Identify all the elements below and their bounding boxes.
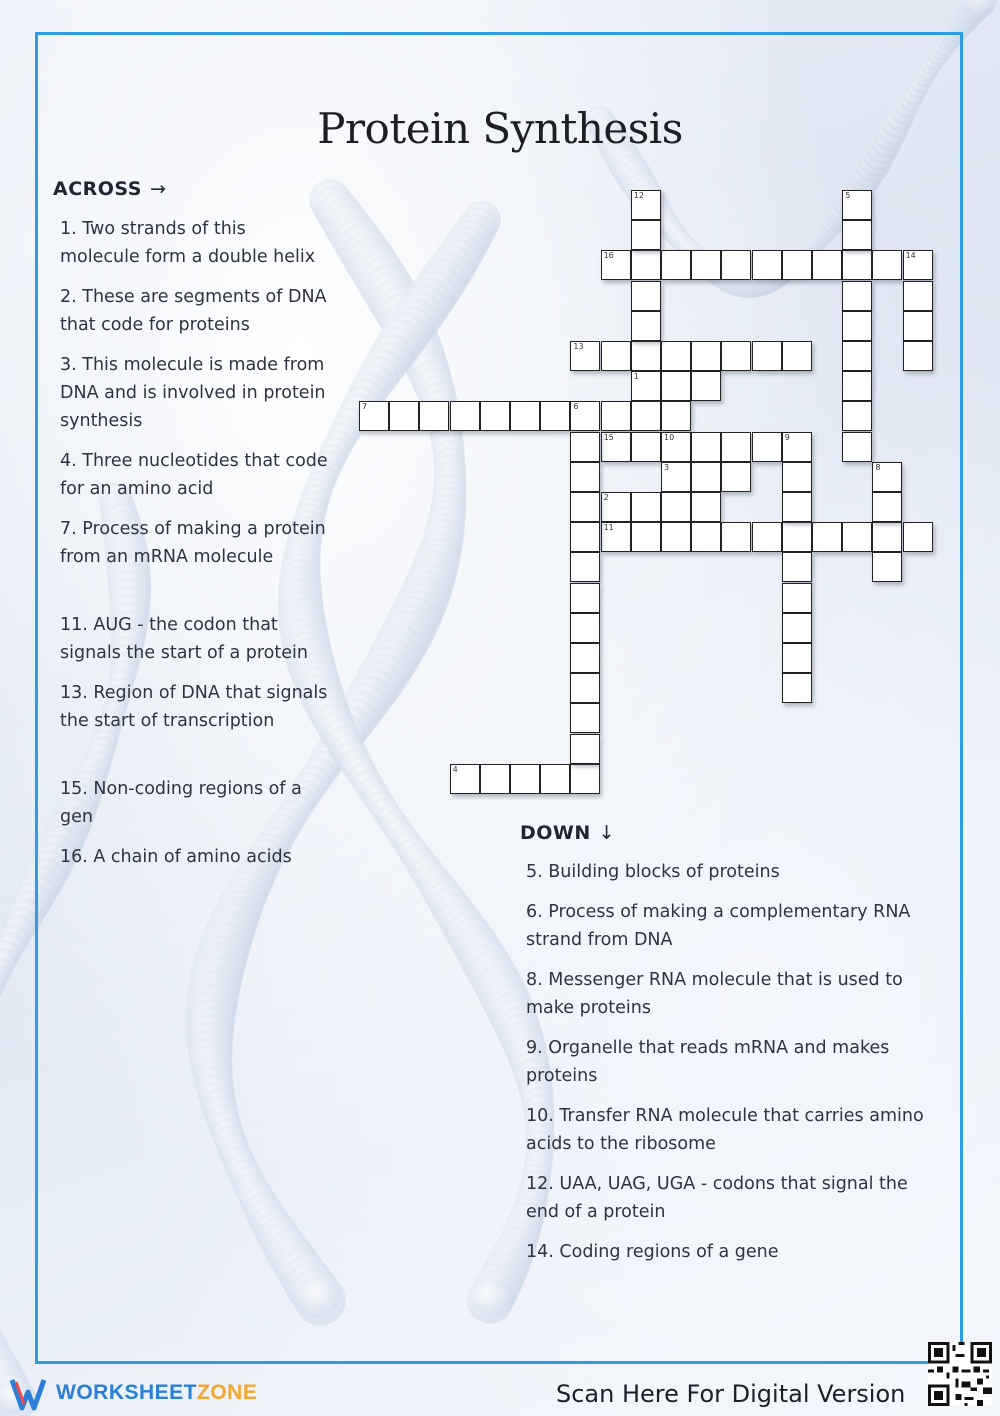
clue-number: 3	[664, 462, 670, 472]
crossword-cell[interactable]	[782, 522, 812, 552]
crossword-cell[interactable]	[661, 462, 691, 492]
crossword-cell[interactable]	[631, 401, 661, 431]
crossword-cell[interactable]	[570, 643, 600, 673]
arrow-down-icon: ↓	[598, 822, 616, 844]
crossword-cell[interactable]	[842, 281, 872, 311]
clue-number: 14	[905, 251, 916, 261]
clue-number: 8	[875, 462, 881, 472]
crossword-cell[interactable]	[721, 522, 751, 552]
crossword-cell[interactable]	[570, 492, 600, 522]
crossword-cell[interactable]	[842, 341, 872, 371]
crossword-cell[interactable]	[540, 764, 570, 794]
crossword-cell[interactable]	[842, 220, 872, 250]
down-clue: 8. Messenger RNA molecule that is used to make proteins	[526, 970, 903, 1018]
down-clue: 12. UAA, UAG, UGA - codons that signal the end of a protein	[526, 1174, 908, 1222]
across-clue: 7. Process of making a protein from an mRNA molecule	[60, 519, 326, 567]
crossword-cell[interactable]	[510, 401, 540, 431]
crossword-cell[interactable]	[752, 522, 782, 552]
crossword-cell[interactable]	[872, 552, 902, 582]
across-clue: 13. Region of DNA that signals the start of transcription	[60, 683, 328, 731]
crossword-cell[interactable]	[631, 341, 661, 371]
crossword-cell[interactable]	[480, 764, 510, 794]
crossword-cell[interactable]	[903, 522, 933, 552]
crossword-cell[interactable]	[691, 371, 721, 401]
crossword-cell[interactable]	[691, 522, 721, 552]
crossword-cell[interactable]	[661, 492, 691, 522]
crossword-cell[interactable]	[661, 250, 691, 280]
clue-number: 13	[573, 342, 584, 351]
down-clue: 14. Coding regions of a gene	[526, 1242, 779, 1262]
across-heading: ACROSS →	[53, 178, 167, 200]
crossword-cell[interactable]	[570, 401, 600, 431]
crossword-cell[interactable]	[631, 250, 661, 280]
crossword-cell[interactable]	[842, 311, 872, 341]
down-clue: 5. Building blocks of proteins	[526, 862, 780, 882]
crossword-cell[interactable]	[631, 522, 661, 552]
crossword-cell[interactable]	[450, 764, 480, 794]
across-clue: 3. This molecule is made from DNA and is involved in protein synthesis	[60, 355, 326, 431]
across-clue: 15. Non-coding regions of a gen	[60, 779, 302, 827]
crossword-cell[interactable]	[752, 341, 782, 371]
clue-number: 7	[362, 402, 368, 412]
crossword-cell[interactable]	[691, 492, 721, 522]
crossword-cell[interactable]	[419, 401, 449, 431]
crossword-cell[interactable]	[691, 432, 721, 462]
crossword-cell[interactable]	[540, 401, 570, 431]
crossword-cell[interactable]	[570, 552, 600, 582]
crossword-cell[interactable]	[570, 341, 600, 371]
crossword-cell[interactable]	[570, 522, 600, 552]
crossword-cell[interactable]	[721, 341, 751, 371]
across-clue: 16. A chain of amino acids	[60, 847, 292, 867]
crossword-cell[interactable]	[721, 432, 751, 462]
crossword-cell[interactable]	[842, 401, 872, 431]
crossword-cell[interactable]	[903, 250, 933, 280]
clue-number: 4	[452, 764, 458, 774]
crossword-cell[interactable]	[782, 462, 812, 492]
clue-number: 9	[784, 432, 790, 442]
crossword-cell[interactable]	[661, 432, 691, 462]
crossword-cell[interactable]	[842, 432, 872, 462]
crossword-cell[interactable]	[480, 401, 510, 431]
clue-number: 11	[603, 523, 614, 533]
crossword-cell[interactable]	[661, 401, 691, 431]
down-clue: 9. Organelle that reads mRNA and makes proteins	[526, 1038, 890, 1086]
crossword-cell[interactable]	[691, 462, 721, 492]
worksheetzone-logo-icon	[10, 1376, 52, 1412]
page-title: Protein Synthesis	[317, 104, 683, 153]
down-clue: 10. Transfer RNA molecule that carries amino acids to the ribosome	[526, 1106, 924, 1154]
across-clue: 1. Two strands of this molecule form a double helix	[60, 219, 316, 267]
crossword-cell[interactable]	[631, 311, 661, 341]
crossword-cell[interactable]	[842, 522, 872, 552]
crossword-cell[interactable]	[782, 552, 812, 582]
crossword-cell[interactable]	[631, 281, 661, 311]
crossword-cell[interactable]	[601, 250, 631, 280]
clue-number: 10	[664, 432, 675, 442]
crossword-cell[interactable]	[570, 673, 600, 703]
crossword-cell[interactable]	[631, 190, 661, 220]
crossword-cell[interactable]	[570, 462, 600, 492]
crossword-cell[interactable]	[661, 371, 691, 401]
brand-name: WORKSHEETZONE	[56, 1381, 258, 1404]
crossword-cell[interactable]	[601, 341, 631, 371]
qr-code-icon[interactable]	[928, 1342, 992, 1406]
clue-number: 15	[603, 432, 614, 442]
crossword-cell[interactable]	[782, 673, 812, 703]
crossword-cell[interactable]	[842, 371, 872, 401]
crossword-cell[interactable]	[872, 522, 902, 552]
crossword-cell[interactable]	[601, 492, 631, 522]
scan-instruction: Scan Here For Digital Version	[556, 1380, 906, 1408]
crossword-cell[interactable]	[631, 220, 661, 250]
crossword-cell[interactable]	[812, 250, 842, 280]
clue-number: 1	[633, 372, 639, 382]
crossword-cell[interactable]	[721, 462, 751, 492]
crossword-cell[interactable]	[570, 583, 600, 613]
down-heading: DOWN ↓	[520, 822, 616, 844]
crossword-cell[interactable]	[872, 250, 902, 280]
clue-number: 6	[573, 402, 579, 412]
crossword-cell[interactable]	[842, 250, 872, 280]
crossword-cell[interactable]	[782, 643, 812, 673]
crossword-cell[interactable]	[570, 703, 600, 733]
crossword-cell[interactable]	[510, 764, 540, 794]
crossword-cell[interactable]	[782, 613, 812, 643]
clue-number: 12	[633, 191, 644, 200]
clue-number: 5	[845, 191, 851, 200]
crossword-cell[interactable]	[721, 250, 751, 280]
crossword-cell[interactable]	[903, 341, 933, 371]
crossword-cell[interactable]	[903, 311, 933, 341]
crossword-cell[interactable]	[782, 432, 812, 462]
crossword-cell[interactable]	[631, 492, 661, 522]
down-clue: 6. Process of making a complementary RNA strand from DNA	[526, 902, 911, 950]
crossword-cell[interactable]	[752, 432, 782, 462]
crossword-cell[interactable]	[903, 281, 933, 311]
crossword-cell[interactable]	[782, 492, 812, 522]
crossword-cell[interactable]	[691, 250, 721, 280]
crossword-cell[interactable]	[601, 522, 631, 552]
crossword-cell[interactable]	[782, 583, 812, 613]
crossword-cell[interactable]	[570, 764, 600, 794]
crossword-cell[interactable]	[842, 190, 872, 220]
crossword-cell[interactable]	[782, 250, 812, 280]
crossword-cell[interactable]	[661, 522, 691, 552]
crossword-cell[interactable]	[872, 462, 902, 492]
clue-number: 16	[603, 251, 614, 261]
crossword-cell[interactable]	[812, 522, 842, 552]
clue-number: 2	[603, 493, 609, 502]
crossword-cell[interactable]	[631, 432, 661, 462]
crossword-cell[interactable]	[570, 432, 600, 462]
crossword-cell[interactable]	[359, 401, 389, 431]
crossword-cell[interactable]	[661, 341, 691, 371]
crossword-cell[interactable]	[570, 613, 600, 643]
crossword-cell[interactable]	[691, 341, 721, 371]
across-clue: 11. AUG - the codon that signals the start of a protein	[60, 615, 308, 663]
crossword-cell[interactable]	[872, 492, 902, 522]
arrow-right-icon: →	[149, 178, 167, 200]
crossword-cell[interactable]	[752, 250, 782, 280]
crossword-cell[interactable]	[570, 734, 600, 764]
crossword-cell[interactable]	[782, 341, 812, 371]
crossword-cell[interactable]	[450, 401, 480, 431]
across-clue: 2. These are segments of DNA that code for proteins	[60, 287, 327, 335]
crossword-cell[interactable]	[631, 371, 661, 401]
across-clue: 4. Three nucleotides that code for an amino acid	[60, 451, 328, 499]
crossword-cell[interactable]	[601, 401, 631, 431]
crossword-cell[interactable]	[389, 401, 419, 431]
crossword-cell[interactable]	[601, 432, 631, 462]
